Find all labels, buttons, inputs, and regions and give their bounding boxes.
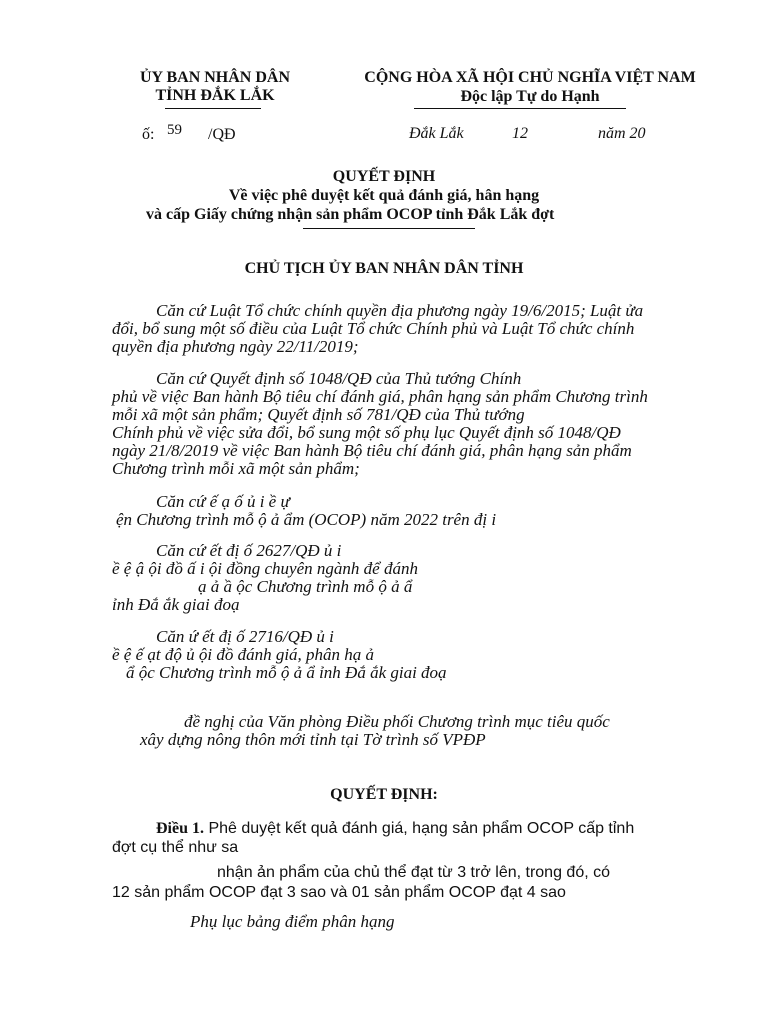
article-1-line: đợt cụ thể như sa — [112, 839, 239, 856]
recital-5 — [112, 628, 447, 682]
article-1-item-cont: 12 sản phẩm OCOP đạt 3 sao và 01 sản phẩm OCOP đạt 4 sao — [112, 884, 566, 901]
agency-line-1: ỦY BAN NHÂN DÂN — [139, 69, 291, 86]
recital-line: Căn ứ ết đị ố 2716/QĐ ủ i — [156, 627, 334, 646]
document-subtitle-1: Về việc phê duyệt kết quả đánh giá, hân hạng — [228, 187, 540, 204]
decision-number-value: 59 — [167, 122, 182, 138]
nation-line-1: CỘNG HÒA XÃ HỘI CHỦ NGHĨA VIỆT NAM — [364, 69, 696, 86]
article-1-label: Điều 1. — [156, 820, 204, 837]
nation-line-2: Độc lập Tự do Hạnh — [460, 88, 600, 105]
recital-4 — [112, 542, 418, 614]
recital-line: Căn cứ ế ạ ố ủ i ề ự — [156, 492, 290, 511]
article-1 — [112, 819, 634, 857]
date-year: năm 20 — [598, 125, 646, 142]
document-title: QUYẾT ĐỊNH — [332, 168, 436, 185]
decision-number-prefix: ố: — [142, 126, 155, 143]
article-1-line — [112, 819, 634, 838]
article-1-text: Phê duyệt kết quả đánh giá, hạng sản phẩm OCOP cấp tỉnh — [208, 820, 635, 837]
recital-line: đổi, bổ sung một số điều của Luật Tổ chức Chính phủ và Luật Tổ chức chính — [112, 319, 635, 338]
recital-line: ỉnh Đắ ắk giai đoạ — [112, 595, 240, 614]
date-day: 12 — [512, 125, 528, 142]
recital-line: ề ệ ậ ội đồ ấ i ội đồng chuyên ngành để đánh — [112, 559, 418, 578]
recital-2 — [112, 370, 648, 478]
recital-line: Chính phủ về việc sửa đổi, bổ sung một số phụ lục Quyết định số 1048/QĐ — [112, 423, 621, 442]
nation-underline — [414, 108, 626, 109]
agency-underline — [165, 108, 261, 109]
recital-line: Căn cứ Quyết định số 1048/QĐ của Thủ tướng Chính — [156, 369, 522, 388]
recital-line: ề ệ ế ạt độ ủ ội đồ đánh giá, phân hạ ả — [112, 645, 375, 664]
decision-number-suffix: /QĐ — [208, 126, 236, 143]
recital-line: ngày 21/8/2019 về việc Ban hành Bộ tiêu chí đánh giá, phân hạng sản phẩm — [112, 441, 632, 460]
recital-line: phủ về việc Ban hành Bộ tiêu chí đánh giá, phân hạng sản phẩm Chương trình — [112, 387, 648, 406]
document-subtitle-2: và cấp Giấy chứng nhận sản phẩm OCOP tỉnh Đắk Lắk đợt — [146, 206, 555, 223]
recital-line: ẩ ộc Chương trình mỗ ộ ả ẩ ỉnh Đắ ắk giai đoạ — [126, 663, 447, 682]
recital-line: mỗi xã một sản phẩm; Quyết định số 781/QĐ của Thủ tướng — [112, 405, 525, 424]
agency-name — [120, 69, 310, 105]
recital-line: Căn cứ Luật Tổ chức chính quyền địa phương ngày 19/6/2015; Luật ửa — [156, 301, 644, 320]
issuing-authority: CHỦ TỊCH ỦY BAN NHÂN DÂN TỈNH — [244, 260, 524, 277]
article-1-appendix: Phụ lục bảng điểm phân hạng — [190, 912, 395, 931]
recital-line: quyền địa phương ngày 22/11/2019; — [112, 337, 359, 356]
recital-line: ạ ả ầ ộc Chương trình mỗ ộ ả ẩ — [198, 577, 413, 596]
agency-line-2: TỈNH ĐẮK LẮK — [155, 87, 275, 104]
article-1-item: nhận ản phẩm của chủ thể đạt từ 3 trở lên, trong đó, có — [217, 864, 611, 881]
recital-line: ện Chương trình mỗ ộ ả ẩm (OCOP) năm 2022 trên đị i — [116, 510, 497, 529]
recital-3 — [112, 493, 496, 529]
decision-heading: QUYẾT ĐỊNH: — [330, 786, 438, 803]
recital-line: Căn cứ ết đị ố 2627/QĐ ủ i — [156, 541, 342, 560]
place-date: Đắk Lắk — [409, 125, 464, 142]
recital-line: đề nghị của Văn phòng Điều phối Chương trình mục tiêu quốc — [184, 712, 610, 731]
recital-1 — [112, 302, 643, 356]
recital-proposal — [140, 713, 610, 749]
recital-line: Chương trình mỗi xã một sản phẩm; — [112, 459, 360, 478]
title-underline — [303, 228, 475, 229]
recital-line: xây dựng nông thôn mới tỉnh tại Tờ trình số VPĐP — [140, 730, 486, 749]
